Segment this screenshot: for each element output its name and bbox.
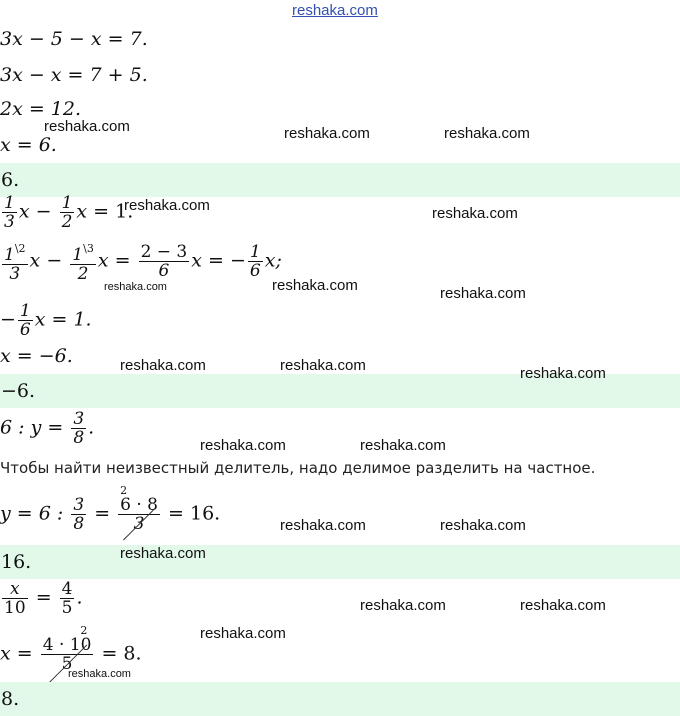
equation-line-2: 3x − x = 7 + 5. (0, 64, 148, 86)
watermark: reshaka.com (200, 625, 286, 642)
equation-fraction-line-1: $\frac{1}{3}$ x − $\frac{1}{2}$ x = 1. (4, 193, 134, 232)
equation-fraction-line-2: $\frac{1^{\backslash 2}}{3}$ x − $\frac{1^{\backslash 3}}{2}$ x = $\frac{2 - 3}{6}$ x = − $\frac{1}{6}$ x; (4, 242, 282, 284)
watermark: reshaka.com (280, 357, 366, 374)
fraction-1-3: $\frac{1}{3}$ (4, 193, 15, 232)
watermark: reshaka.com (440, 517, 526, 534)
watermark: reshaka.com (360, 437, 446, 454)
equation-line-x-result: x = −6. (0, 345, 73, 367)
watermark: reshaka.com (124, 197, 210, 214)
answer-band-1 (0, 163, 680, 197)
watermark: reshaka.com (444, 125, 530, 142)
watermark: reshaka.com (432, 205, 518, 222)
watermark: reshaka.com (104, 281, 167, 293)
answer-band-4 (0, 682, 680, 716)
watermark: reshaka.com (440, 285, 526, 302)
watermark: reshaka.com (120, 357, 206, 374)
watermark: reshaka.com (520, 365, 606, 382)
watermark: reshaka.com (120, 545, 206, 562)
answer-2: −6. (1, 380, 36, 402)
equation-line-4: x = 6. (0, 134, 57, 156)
answer-band-3 (0, 545, 680, 579)
equation-proportion-line: $\frac{x}{10}$ = $\frac{4}{5}$ . (4, 579, 83, 618)
equation-line-1: 3x − 5 − x = 7. (0, 28, 148, 50)
watermark: reshaka.com (520, 597, 606, 614)
answer-4: 8. (1, 688, 20, 710)
watermark: reshaka.com (280, 517, 366, 534)
watermark: reshaka.com (272, 277, 358, 294)
equation-proportion-solution: x = 2 4 · 10 5 = 8. (0, 624, 142, 674)
site-link[interactable]: reshaka.com (292, 2, 378, 19)
equation-line-3: 2x = 12. (0, 98, 82, 120)
watermark: reshaka.com (284, 125, 370, 142)
rule-text: Чтобы найти неизвестный делитель, надо делимое разделить на частное. (0, 459, 596, 477)
answer-3: 16. (1, 551, 32, 573)
answer-1: 6. (1, 169, 20, 191)
fraction-1-2: $\frac{1}{2}$ (61, 193, 73, 232)
watermark: reshaka.com (360, 597, 446, 614)
watermark: reshaka.com (68, 668, 131, 680)
equation-divisor-line: 6 : y = $\frac{3}{8}$ . (0, 409, 95, 448)
watermark: reshaka.com (200, 437, 286, 454)
equation-divisor-solution: y = 6 : $\frac{3}{8}$ = 2 6 · 8 3 = 16. (0, 484, 221, 534)
equation-fraction-line-3: − $\frac{1}{6}$ x = 1. (0, 301, 92, 340)
watermark: reshaka.com (44, 118, 130, 135)
